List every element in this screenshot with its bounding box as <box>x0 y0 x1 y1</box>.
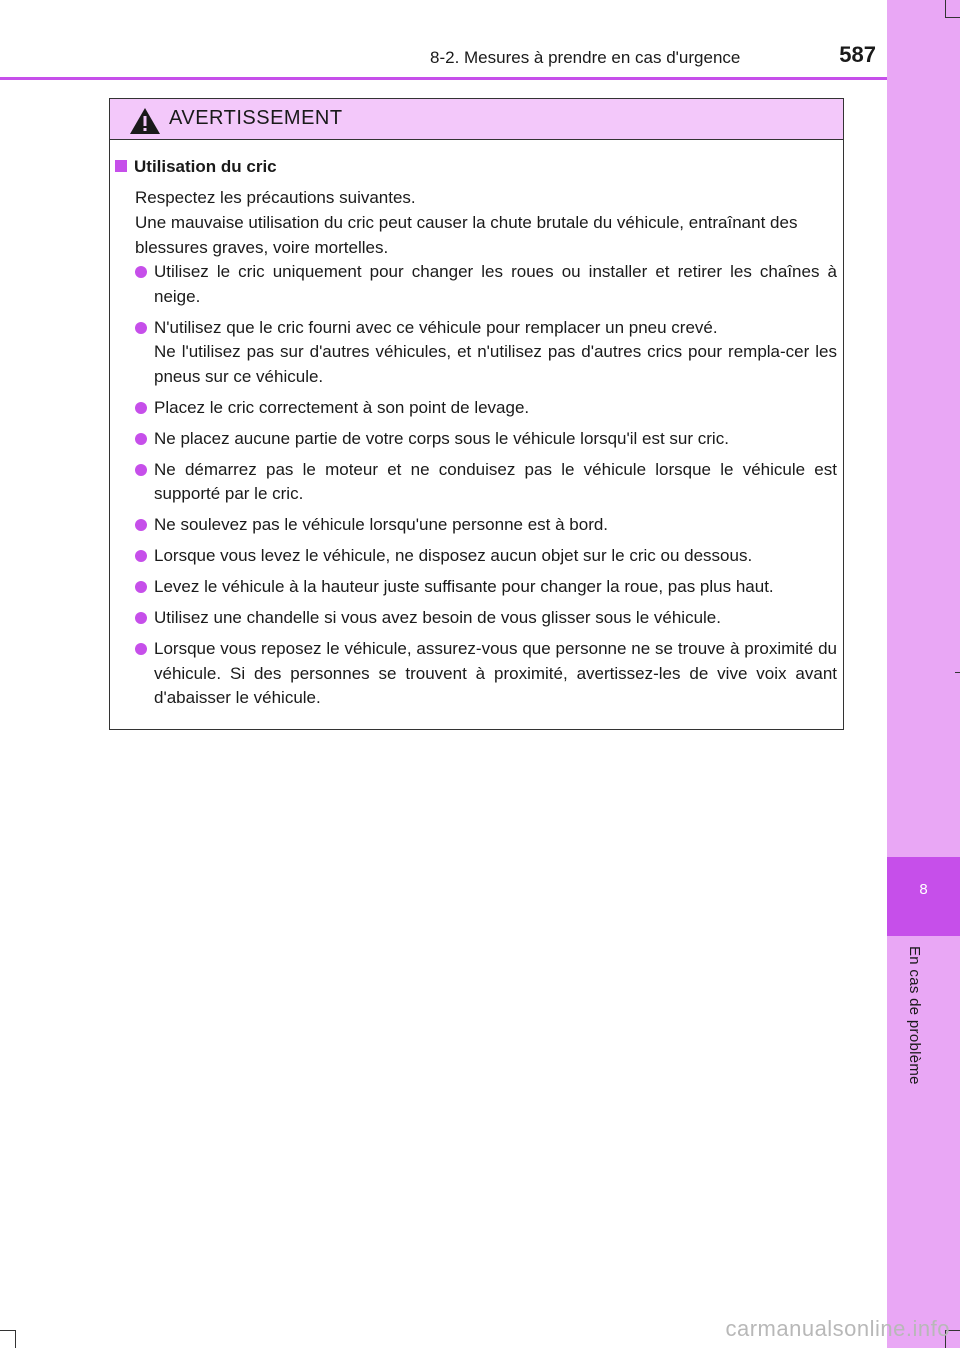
list-item <box>135 316 837 390</box>
list-item-text: Ne placez aucune partie de votre corps sous le véhicule lorsqu'il est sur cric. <box>154 428 729 448</box>
list-item-text: Utilisez une chandelle si vous avez besoin de vous glisser sous le véhicule. <box>154 608 721 627</box>
list-item <box>135 260 837 309</box>
list-item-text: Placez le cric correctement à son point de levage. <box>154 397 530 417</box>
chapter-number: 8 <box>919 881 928 898</box>
crop-mark <box>945 17 960 18</box>
list-item <box>135 458 837 507</box>
intro-line: Une mauvaise utilisation du cric peut causer la chute brutale du véhicule, entraînant des blessures graves, voire mortelles. <box>135 213 798 257</box>
list-item <box>135 544 837 569</box>
intro-text <box>135 185 835 260</box>
bullet-dot-icon <box>135 266 147 278</box>
square-bullet-icon <box>115 160 127 172</box>
bullet-dot-icon <box>135 322 147 334</box>
chapter-title: En cas de problème <box>906 946 923 1085</box>
list-item-text: Lorsque vous levez le véhicule, ne disposez aucun objet sur le cric ou dessous. <box>154 546 753 565</box>
bullet-dot-icon <box>135 464 147 476</box>
list-item <box>135 575 837 600</box>
list-item-text: Levez le véhicule à la hauteur juste suffisante pour changer la roue, pas plus haut. <box>154 577 774 596</box>
list-item-text: Utilisez le cric uniquement pour changer les roues ou installer et retirer les chaînes à neige. <box>154 262 837 306</box>
header-divider <box>0 77 887 80</box>
watermark: carmanualsonline.info <box>725 1316 950 1341</box>
warning-triangle-icon <box>129 107 161 135</box>
crop-mark <box>955 672 960 673</box>
intro-line: Respectez les précautions suivantes. <box>135 188 416 207</box>
list-item <box>135 427 837 452</box>
chapter-tab[interactable] <box>887 857 960 936</box>
bullet-dot-icon <box>135 612 147 624</box>
list-item <box>135 606 837 631</box>
bullet-dot-icon <box>135 433 147 445</box>
list-item-text: Lorsque vous reposez le véhicule, assurez-vous que personne ne se trouve à proximité du véhicule. Si des personnes se trouvent à proximité, avertissez-les de vive voix avant d'abaisser le véhicule. <box>154 639 837 707</box>
list-item <box>135 513 837 538</box>
bullet-dot-icon <box>135 519 147 531</box>
list-item-text: Ne l'utilisez pas sur d'autres véhicules, et n'utilisez pas d'autres crics pour rempla-cer les pneus sur ce véhicule. <box>154 342 837 386</box>
list-item <box>135 637 837 711</box>
bullet-dot-icon <box>135 643 147 655</box>
warning-box <box>109 98 844 730</box>
bullet-dot-icon <box>135 581 147 593</box>
list-item <box>135 396 837 421</box>
warning-header <box>110 99 843 140</box>
crop-mark <box>945 0 946 18</box>
side-tab-strip <box>887 0 960 1348</box>
crop-mark <box>0 1330 16 1331</box>
section-title: 8-2. Mesures à prendre en cas d'urgence <box>430 48 741 67</box>
bullet-dot-icon <box>135 550 147 562</box>
subheading-text: Utilisation du cric <box>134 157 277 176</box>
warning-title: AVERTISSEMENT <box>169 107 343 129</box>
page-number: 587 <box>839 42 876 67</box>
bullet-dot-icon <box>135 402 147 414</box>
list-item-text: Ne soulevez pas le véhicule lorsqu'une personne est à bord. <box>154 515 609 534</box>
subheading <box>115 157 277 177</box>
precautions-list <box>135 260 837 717</box>
list-item-text: N'utilisez que le cric fourni avec ce véhicule pour remplacer un pneu crevé. <box>154 317 718 337</box>
crop-mark <box>15 1330 16 1348</box>
list-item-text: Ne démarrez pas le moteur et ne conduisez pas le véhicule lorsque le véhicule est supporté par le cric. <box>154 459 837 503</box>
